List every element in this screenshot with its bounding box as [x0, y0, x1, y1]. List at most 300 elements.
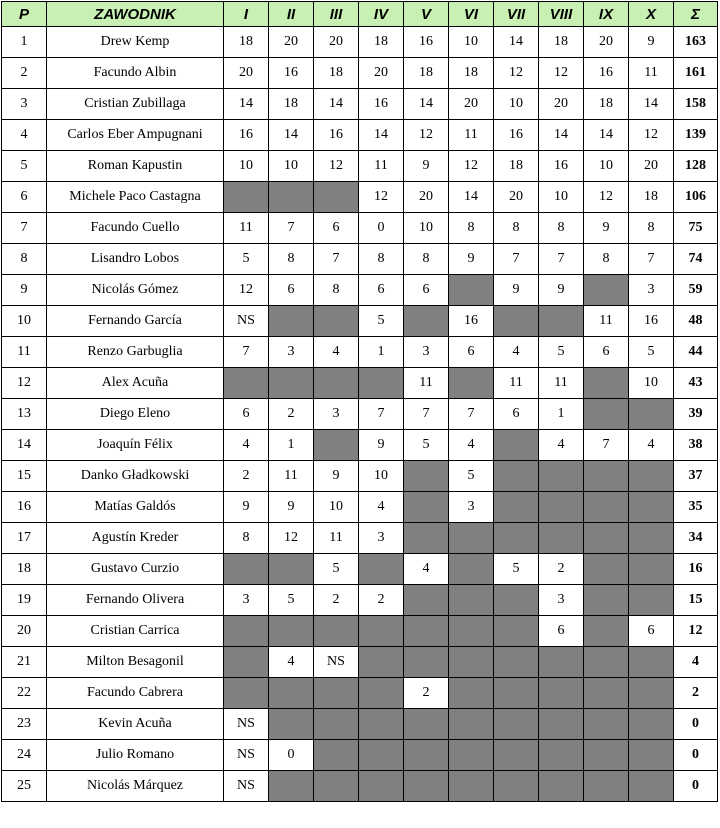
- score-cell: 12: [629, 120, 674, 151]
- score-cell: 3: [359, 523, 404, 554]
- empty-score-cell: [584, 678, 629, 709]
- score-cell: 14: [539, 120, 584, 151]
- empty-score-cell: [494, 461, 539, 492]
- total-cell: 39: [674, 399, 718, 430]
- table-row: [2, 120, 718, 151]
- score-cell: 11: [584, 306, 629, 337]
- score-cell: 2: [224, 461, 269, 492]
- score-cell: 12: [584, 182, 629, 213]
- empty-score-cell: [359, 368, 404, 399]
- score-cell: 8: [224, 523, 269, 554]
- score-cell: 20: [494, 182, 539, 213]
- score-cell: 18: [224, 27, 269, 58]
- score-cell: 5: [314, 554, 359, 585]
- score-cell: 14: [629, 89, 674, 120]
- score-cell: 5: [449, 461, 494, 492]
- score-cell: 18: [494, 151, 539, 182]
- rider-name-cell: Joaquín Félix: [47, 430, 224, 461]
- empty-score-cell: [314, 740, 359, 771]
- empty-score-cell: [629, 399, 674, 430]
- score-cell: 5: [494, 554, 539, 585]
- score-cell: 11: [314, 523, 359, 554]
- score-cell: 11: [404, 368, 449, 399]
- position-cell: 5: [2, 151, 47, 182]
- total-cell: 35: [674, 492, 718, 523]
- rider-name-cell: Drew Kemp: [47, 27, 224, 58]
- empty-score-cell: [404, 709, 449, 740]
- position-cell: 13: [2, 399, 47, 430]
- table-row: [2, 647, 718, 678]
- header-round-2: II: [269, 2, 314, 27]
- empty-score-cell: [494, 771, 539, 802]
- score-cell: 9: [539, 275, 584, 306]
- score-cell: 12: [449, 151, 494, 182]
- empty-score-cell: [584, 399, 629, 430]
- score-cell: 4: [269, 647, 314, 678]
- score-cell: 6: [629, 616, 674, 647]
- table-row: [2, 523, 718, 554]
- table-row: [2, 27, 718, 58]
- score-cell: 1: [269, 430, 314, 461]
- rider-name-cell: Fernando Olivera: [47, 585, 224, 616]
- position-cell: 11: [2, 337, 47, 368]
- table-row: [2, 58, 718, 89]
- table-header: [2, 2, 718, 27]
- score-cell: 18: [404, 58, 449, 89]
- table-row: [2, 678, 718, 709]
- score-cell: 10: [224, 151, 269, 182]
- rider-name-cell: Carlos Eber Ampugnani: [47, 120, 224, 151]
- score-cell: 8: [494, 213, 539, 244]
- empty-score-cell: [404, 740, 449, 771]
- empty-score-cell: [449, 678, 494, 709]
- score-cell: 12: [359, 182, 404, 213]
- score-cell: 16: [404, 27, 449, 58]
- rider-name-cell: Lisandro Lobos: [47, 244, 224, 275]
- total-cell: 75: [674, 213, 718, 244]
- score-cell: 10: [269, 151, 314, 182]
- table-row: [2, 554, 718, 585]
- total-cell: 106: [674, 182, 718, 213]
- empty-score-cell: [359, 554, 404, 585]
- table-row: [2, 585, 718, 616]
- position-cell: 22: [2, 678, 47, 709]
- empty-score-cell: [584, 368, 629, 399]
- total-cell: 48: [674, 306, 718, 337]
- total-cell: 163: [674, 27, 718, 58]
- empty-score-cell: [314, 771, 359, 802]
- position-cell: 3: [2, 89, 47, 120]
- position-cell: 7: [2, 213, 47, 244]
- score-cell: 12: [494, 58, 539, 89]
- score-cell: 8: [629, 213, 674, 244]
- score-cell: 3: [269, 337, 314, 368]
- rider-name-cell: Cristian Zubillaga: [47, 89, 224, 120]
- empty-score-cell: [449, 647, 494, 678]
- header-round-5: V: [404, 2, 449, 27]
- empty-score-cell: [269, 306, 314, 337]
- rider-name-cell: Cristian Carrica: [47, 616, 224, 647]
- empty-score-cell: [449, 275, 494, 306]
- empty-score-cell: [314, 430, 359, 461]
- header-round-6: VI: [449, 2, 494, 27]
- position-cell: 19: [2, 585, 47, 616]
- position-cell: 2: [2, 58, 47, 89]
- header-round-3: III: [314, 2, 359, 27]
- score-cell: 11: [359, 151, 404, 182]
- score-cell: 7: [584, 430, 629, 461]
- empty-score-cell: [539, 709, 584, 740]
- rider-name-cell: Facundo Cuello: [47, 213, 224, 244]
- empty-score-cell: [449, 585, 494, 616]
- rider-name-cell: Alex Acuña: [47, 368, 224, 399]
- total-cell: 161: [674, 58, 718, 89]
- score-cell: 14: [449, 182, 494, 213]
- score-cell: 7: [314, 244, 359, 275]
- score-cell: 16: [224, 120, 269, 151]
- empty-score-cell: [494, 740, 539, 771]
- score-cell: 10: [449, 27, 494, 58]
- empty-score-cell: [269, 678, 314, 709]
- score-cell: 8: [269, 244, 314, 275]
- position-cell: 14: [2, 430, 47, 461]
- score-cell: 4: [449, 430, 494, 461]
- empty-score-cell: [494, 647, 539, 678]
- table-body: [2, 27, 718, 802]
- score-cell: 1: [539, 399, 584, 430]
- empty-score-cell: [584, 523, 629, 554]
- score-cell: 16: [449, 306, 494, 337]
- empty-score-cell: [314, 306, 359, 337]
- position-cell: 1: [2, 27, 47, 58]
- score-cell: 11: [224, 213, 269, 244]
- empty-score-cell: [449, 771, 494, 802]
- empty-score-cell: [359, 616, 404, 647]
- position-cell: 8: [2, 244, 47, 275]
- empty-score-cell: [269, 554, 314, 585]
- table-row: [2, 151, 718, 182]
- score-cell: 10: [494, 89, 539, 120]
- empty-score-cell: [584, 740, 629, 771]
- empty-score-cell: [404, 523, 449, 554]
- table-row: [2, 399, 718, 430]
- rider-name-cell: Renzo Garbuglia: [47, 337, 224, 368]
- empty-score-cell: [539, 461, 584, 492]
- total-cell: 37: [674, 461, 718, 492]
- empty-score-cell: [404, 616, 449, 647]
- rider-name-cell: Gustavo Curzio: [47, 554, 224, 585]
- position-cell: 25: [2, 771, 47, 802]
- total-cell: 0: [674, 709, 718, 740]
- total-cell: 38: [674, 430, 718, 461]
- total-cell: 0: [674, 771, 718, 802]
- score-cell: NS: [224, 771, 269, 802]
- empty-score-cell: [539, 771, 584, 802]
- header-round-9: IX: [584, 2, 629, 27]
- score-cell: 1: [359, 337, 404, 368]
- header-total: Σ: [674, 2, 718, 27]
- score-cell: 6: [539, 616, 584, 647]
- score-cell: 14: [314, 89, 359, 120]
- table-row: [2, 740, 718, 771]
- empty-score-cell: [539, 647, 584, 678]
- score-cell: 7: [629, 244, 674, 275]
- score-cell: 7: [539, 244, 584, 275]
- score-cell: 14: [494, 27, 539, 58]
- score-cell: 8: [539, 213, 584, 244]
- score-cell: 4: [494, 337, 539, 368]
- empty-score-cell: [359, 709, 404, 740]
- score-cell: 3: [404, 337, 449, 368]
- empty-score-cell: [629, 492, 674, 523]
- score-cell: 9: [224, 492, 269, 523]
- empty-score-cell: [539, 306, 584, 337]
- position-cell: 12: [2, 368, 47, 399]
- position-cell: 18: [2, 554, 47, 585]
- header-position: P: [2, 2, 47, 27]
- header-round-1: I: [224, 2, 269, 27]
- score-cell: 18: [539, 27, 584, 58]
- total-cell: 16: [674, 554, 718, 585]
- score-cell: 2: [404, 678, 449, 709]
- score-cell: 10: [359, 461, 404, 492]
- empty-score-cell: [269, 368, 314, 399]
- empty-score-cell: [539, 492, 584, 523]
- empty-score-cell: [359, 678, 404, 709]
- score-cell: 2: [314, 585, 359, 616]
- position-cell: 17: [2, 523, 47, 554]
- score-cell: 18: [629, 182, 674, 213]
- table-row: [2, 492, 718, 523]
- score-cell: 18: [584, 89, 629, 120]
- empty-score-cell: [314, 616, 359, 647]
- empty-score-cell: [629, 523, 674, 554]
- total-cell: 34: [674, 523, 718, 554]
- score-cell: 9: [269, 492, 314, 523]
- score-cell: 9: [449, 244, 494, 275]
- score-cell: 3: [314, 399, 359, 430]
- empty-score-cell: [404, 306, 449, 337]
- score-cell: 16: [584, 58, 629, 89]
- empty-score-cell: [584, 647, 629, 678]
- score-cell: 16: [314, 120, 359, 151]
- position-cell: 4: [2, 120, 47, 151]
- score-cell: NS: [224, 709, 269, 740]
- empty-score-cell: [629, 461, 674, 492]
- table-row: [2, 244, 718, 275]
- score-cell: 12: [404, 120, 449, 151]
- score-cell: 20: [314, 27, 359, 58]
- score-cell: 20: [449, 89, 494, 120]
- score-cell: 20: [224, 58, 269, 89]
- empty-score-cell: [494, 492, 539, 523]
- score-cell: 12: [269, 523, 314, 554]
- score-cell: 9: [494, 275, 539, 306]
- score-cell: 4: [629, 430, 674, 461]
- empty-score-cell: [584, 554, 629, 585]
- empty-score-cell: [404, 771, 449, 802]
- empty-score-cell: [539, 678, 584, 709]
- empty-score-cell: [224, 368, 269, 399]
- empty-score-cell: [629, 740, 674, 771]
- score-cell: 7: [359, 399, 404, 430]
- score-cell: 18: [314, 58, 359, 89]
- score-cell: 10: [629, 368, 674, 399]
- position-cell: 10: [2, 306, 47, 337]
- score-cell: 12: [539, 58, 584, 89]
- header-round-8: VIII: [539, 2, 584, 27]
- table-row: [2, 89, 718, 120]
- score-cell: 0: [359, 213, 404, 244]
- score-cell: NS: [224, 740, 269, 771]
- position-cell: 15: [2, 461, 47, 492]
- empty-score-cell: [314, 709, 359, 740]
- score-cell: 9: [314, 461, 359, 492]
- score-cell: 20: [539, 89, 584, 120]
- score-cell: 14: [359, 120, 404, 151]
- score-cell: 4: [539, 430, 584, 461]
- empty-score-cell: [494, 709, 539, 740]
- total-cell: 128: [674, 151, 718, 182]
- score-cell: 7: [404, 399, 449, 430]
- empty-score-cell: [629, 647, 674, 678]
- rider-name-cell: Julio Romano: [47, 740, 224, 771]
- score-cell: 6: [494, 399, 539, 430]
- score-cell: 18: [269, 89, 314, 120]
- score-cell: 14: [269, 120, 314, 151]
- header-round-7: VII: [494, 2, 539, 27]
- score-cell: 6: [359, 275, 404, 306]
- empty-score-cell: [584, 585, 629, 616]
- score-cell: 6: [269, 275, 314, 306]
- score-cell: 5: [269, 585, 314, 616]
- empty-score-cell: [449, 616, 494, 647]
- rider-name-cell: Milton Besagonil: [47, 647, 224, 678]
- rider-name-cell: Nicolás Gómez: [47, 275, 224, 306]
- score-cell: 11: [539, 368, 584, 399]
- total-cell: 74: [674, 244, 718, 275]
- rider-name-cell: Fernando García: [47, 306, 224, 337]
- position-cell: 16: [2, 492, 47, 523]
- score-cell: NS: [314, 647, 359, 678]
- score-cell: 14: [404, 89, 449, 120]
- score-cell: 5: [629, 337, 674, 368]
- header-rider: ZAWODNIK: [47, 2, 224, 27]
- empty-score-cell: [449, 368, 494, 399]
- rider-name-cell: Roman Kapustin: [47, 151, 224, 182]
- score-cell: 3: [629, 275, 674, 306]
- empty-score-cell: [584, 461, 629, 492]
- empty-score-cell: [629, 554, 674, 585]
- results-table: [1, 1, 718, 802]
- empty-score-cell: [584, 709, 629, 740]
- score-cell: 6: [224, 399, 269, 430]
- score-cell: 8: [314, 275, 359, 306]
- score-cell: 10: [539, 182, 584, 213]
- score-cell: NS: [224, 306, 269, 337]
- score-cell: 12: [224, 275, 269, 306]
- score-cell: 18: [449, 58, 494, 89]
- empty-score-cell: [269, 709, 314, 740]
- score-cell: 14: [224, 89, 269, 120]
- score-cell: 7: [449, 399, 494, 430]
- empty-score-cell: [584, 275, 629, 306]
- total-cell: 158: [674, 89, 718, 120]
- empty-score-cell: [584, 492, 629, 523]
- score-cell: 20: [404, 182, 449, 213]
- score-cell: 20: [269, 27, 314, 58]
- empty-score-cell: [629, 585, 674, 616]
- score-cell: 8: [404, 244, 449, 275]
- empty-score-cell: [584, 771, 629, 802]
- score-cell: 12: [314, 151, 359, 182]
- score-cell: 7: [224, 337, 269, 368]
- table-row: [2, 709, 718, 740]
- score-cell: 9: [404, 151, 449, 182]
- empty-score-cell: [449, 709, 494, 740]
- table-row: [2, 306, 718, 337]
- score-cell: 16: [269, 58, 314, 89]
- empty-score-cell: [494, 523, 539, 554]
- empty-score-cell: [359, 740, 404, 771]
- position-cell: 9: [2, 275, 47, 306]
- empty-score-cell: [269, 182, 314, 213]
- empty-score-cell: [629, 771, 674, 802]
- empty-score-cell: [224, 647, 269, 678]
- empty-score-cell: [494, 616, 539, 647]
- total-cell: 44: [674, 337, 718, 368]
- empty-score-cell: [224, 554, 269, 585]
- score-cell: 6: [404, 275, 449, 306]
- rider-name-cell: Agustín Kreder: [47, 523, 224, 554]
- score-cell: 0: [269, 740, 314, 771]
- empty-score-cell: [539, 740, 584, 771]
- score-cell: 18: [359, 27, 404, 58]
- empty-score-cell: [314, 678, 359, 709]
- score-cell: 16: [539, 151, 584, 182]
- score-cell: 8: [449, 213, 494, 244]
- score-cell: 10: [404, 213, 449, 244]
- total-cell: 43: [674, 368, 718, 399]
- total-cell: 12: [674, 616, 718, 647]
- empty-score-cell: [494, 678, 539, 709]
- empty-score-cell: [404, 461, 449, 492]
- rider-name-cell: Michele Paco Castagna: [47, 182, 224, 213]
- total-cell: 0: [674, 740, 718, 771]
- empty-score-cell: [539, 523, 584, 554]
- empty-score-cell: [224, 182, 269, 213]
- position-cell: 6: [2, 182, 47, 213]
- table-row: [2, 337, 718, 368]
- score-cell: 11: [269, 461, 314, 492]
- score-cell: 7: [269, 213, 314, 244]
- table-row: [2, 771, 718, 802]
- score-cell: 6: [584, 337, 629, 368]
- rider-name-cell: Facundo Cabrera: [47, 678, 224, 709]
- empty-score-cell: [404, 585, 449, 616]
- empty-score-cell: [404, 492, 449, 523]
- total-cell: 139: [674, 120, 718, 151]
- empty-score-cell: [584, 616, 629, 647]
- score-cell: 7: [494, 244, 539, 275]
- header-round-10: X: [629, 2, 674, 27]
- table-row: [2, 213, 718, 244]
- empty-score-cell: [269, 616, 314, 647]
- score-cell: 9: [629, 27, 674, 58]
- empty-score-cell: [449, 740, 494, 771]
- score-cell: 10: [314, 492, 359, 523]
- score-cell: 16: [494, 120, 539, 151]
